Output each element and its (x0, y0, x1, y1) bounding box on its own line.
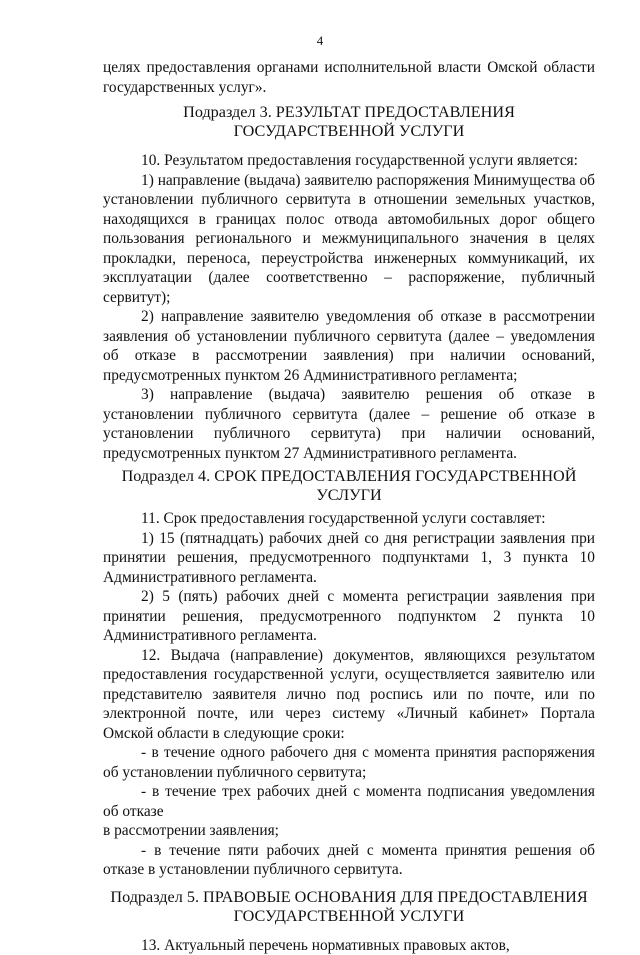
paragraph: целях предоставления органами исполнительной власти Омской области государственных услуг». (103, 58, 595, 97)
document-body (103, 58, 595, 955)
paragraph: 13. Актуальный перечень нормативных правовых актов, (103, 936, 595, 955)
paragraph: в рассмотрении заявления; (103, 821, 595, 841)
paragraph: 1) 15 (пятнадцать) рабочих дней со дня регистрации заявления при принятии решения, предусмотренного подпунктами 1, 3 пункта 10 Административного регламента. (103, 529, 595, 588)
paragraph: 1) направление (выдача) заявителю распоряжения Минимущества об установлении публичного сервитута в отношении земельных участков, находящихся в границах полос отвода автомобильных дорог общего пользования регионального и межмуниципального значения в целях прокладки, переноса, переустройства инженерных коммуникаций, их эксплуатации (далее соответственно – распоряжение, публичный сервитут); (103, 171, 595, 308)
paragraph: 3) направление (выдача) заявителю решения об отказе в установлении публичного сервитута (далее – решение об отказе в установлении публичного сервитута) при наличии оснований, предусмотренных пунктом 27 Административного регламента. (103, 385, 595, 463)
paragraph: 2) 5 (пять) рабочих дней с момента регистрации заявления при принятии решения, предусмотренного подпунктом 2 пункта 10 Административного регламента. (103, 587, 595, 646)
paragraph: 11. Срок предоставления государственной услуги составляет: (103, 509, 595, 529)
section-heading-5: Подраздел 5. ПРАВОВЫЕ ОСНОВАНИЯ ДЛЯ ПРЕДОСТАВЛЕНИЯ ГОСУДАРСТВЕННОЙ УСЛУГИ (103, 888, 595, 926)
paragraph: 2) направление заявителю уведомления об отказе в рассмотрении заявления об установлении публичного сервитута (далее – уведомления об отказе в рассмотрении заявления) при наличии оснований, предусмотренных пунктом 26 Административного регламента; (103, 307, 595, 385)
section-heading-4: Подраздел 4. СРОК ПРЕДОСТАВЛЕНИЯ ГОСУДАРСТВЕННОЙ УСЛУГИ (103, 467, 595, 505)
section-heading-3: Подраздел 3. РЕЗУЛЬТАТ ПРЕДОСТАВЛЕНИЯ ГОСУДАРСТВЕННОЙ УСЛУГИ (103, 103, 595, 141)
paragraph: - в течение одного рабочего дня с момента принятия распоряжения об установлении публичного сервитута; (103, 743, 595, 782)
paragraph: 12. Выдача (направление) документов, являющихся результатом предоставления государственной услуги, осуществляется заявителю или представителю заявителя лично под роспись или по почте, или по электронной почте, или через систему «Личный кабинет» Портала Омской области в следующие сроки: (103, 646, 595, 744)
page-number: 4 (0, 33, 640, 49)
paragraph: - в течение пяти рабочих дней с момента принятия решения об отказе в установлении публичного сервитута. (103, 841, 595, 880)
paragraph: - в течение трех рабочих дней с момента подписания уведомления об отказе (103, 782, 595, 821)
paragraph: 10. Результатом предоставления государственной услуги является: (103, 151, 595, 171)
